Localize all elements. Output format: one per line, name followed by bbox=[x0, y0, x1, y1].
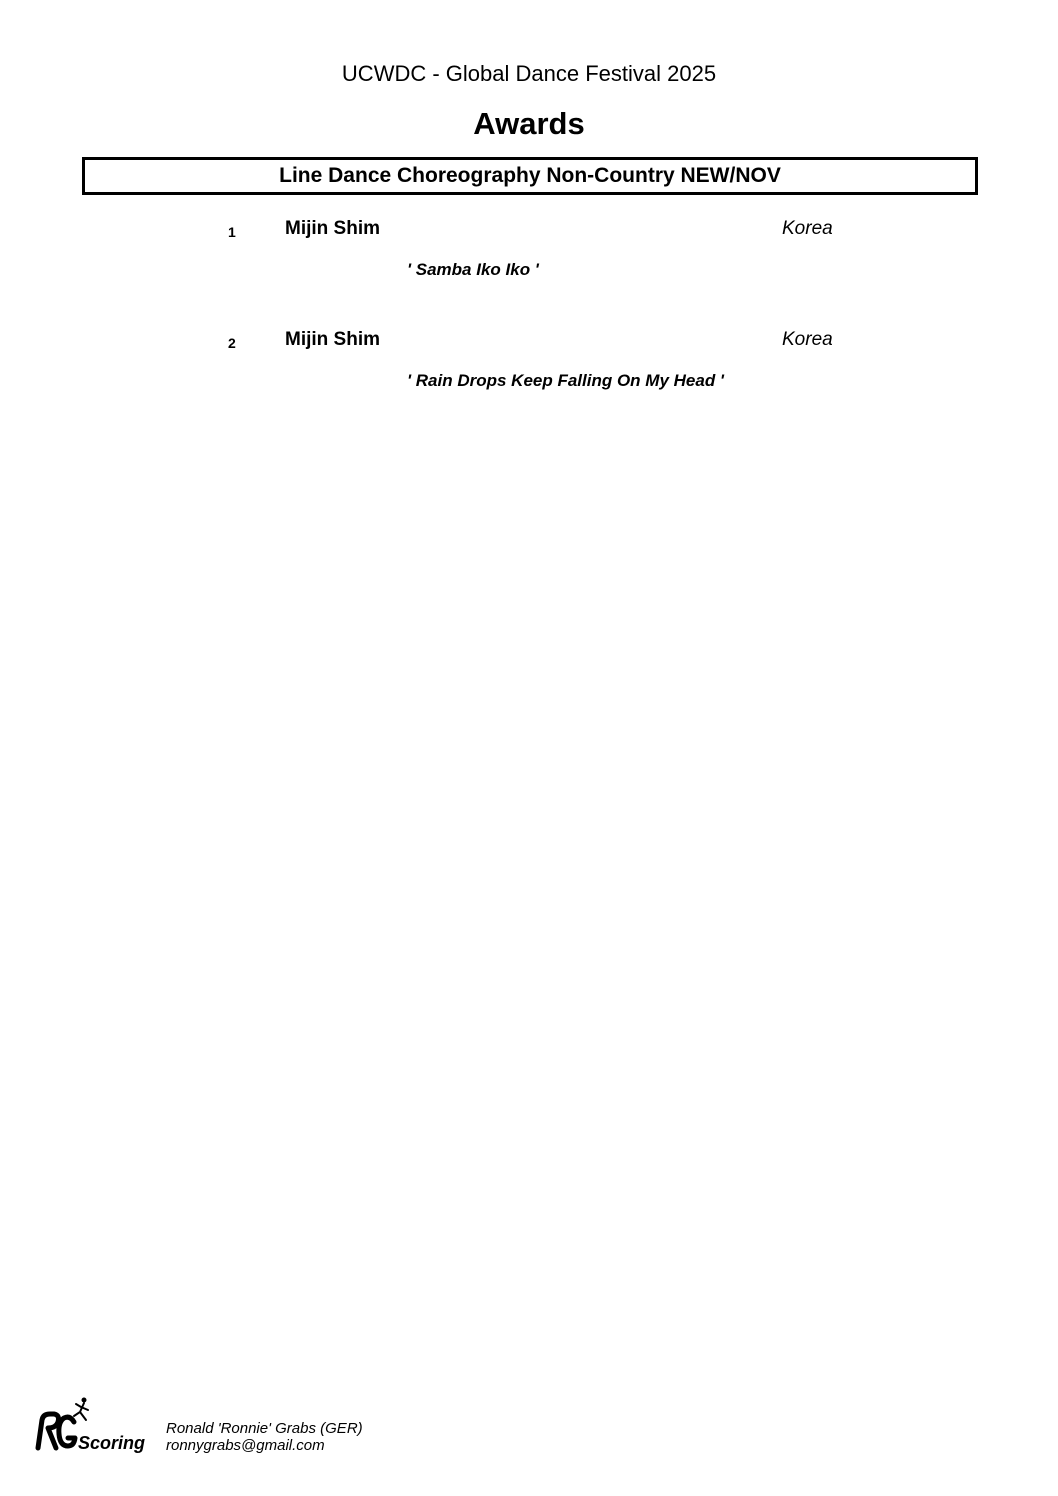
entry-name: Mijin Shim bbox=[285, 329, 380, 350]
entry-country: Korea bbox=[782, 329, 833, 350]
category-label: Line Dance Choreography Non-Country NEW/NOV bbox=[279, 164, 781, 187]
footer-email: ronnygrabs@gmail.com bbox=[166, 1437, 325, 1454]
logo-wordmark: Scoring bbox=[78, 1433, 146, 1453]
entry-country: Korea bbox=[782, 218, 833, 239]
footer bbox=[30, 1396, 430, 1456]
rg-scoring-logo bbox=[30, 1396, 160, 1456]
entry-rank: 2 bbox=[228, 335, 236, 351]
award-entry bbox=[0, 216, 1058, 296]
category-header bbox=[82, 157, 978, 195]
entry-song: ' Rain Drops Keep Falling On My Head ' bbox=[407, 371, 724, 390]
footer-author: Ronald 'Ronnie' Grabs (GER) bbox=[166, 1420, 363, 1437]
entry-song: ' Samba Iko Iko ' bbox=[407, 260, 539, 279]
award-entry bbox=[0, 327, 1058, 407]
entry-rank: 1 bbox=[228, 224, 236, 240]
entry-name: Mijin Shim bbox=[285, 218, 380, 239]
event-title: UCWDC - Global Dance Festival 2025 bbox=[341, 61, 717, 86]
page-title: Awards bbox=[473, 106, 585, 141]
